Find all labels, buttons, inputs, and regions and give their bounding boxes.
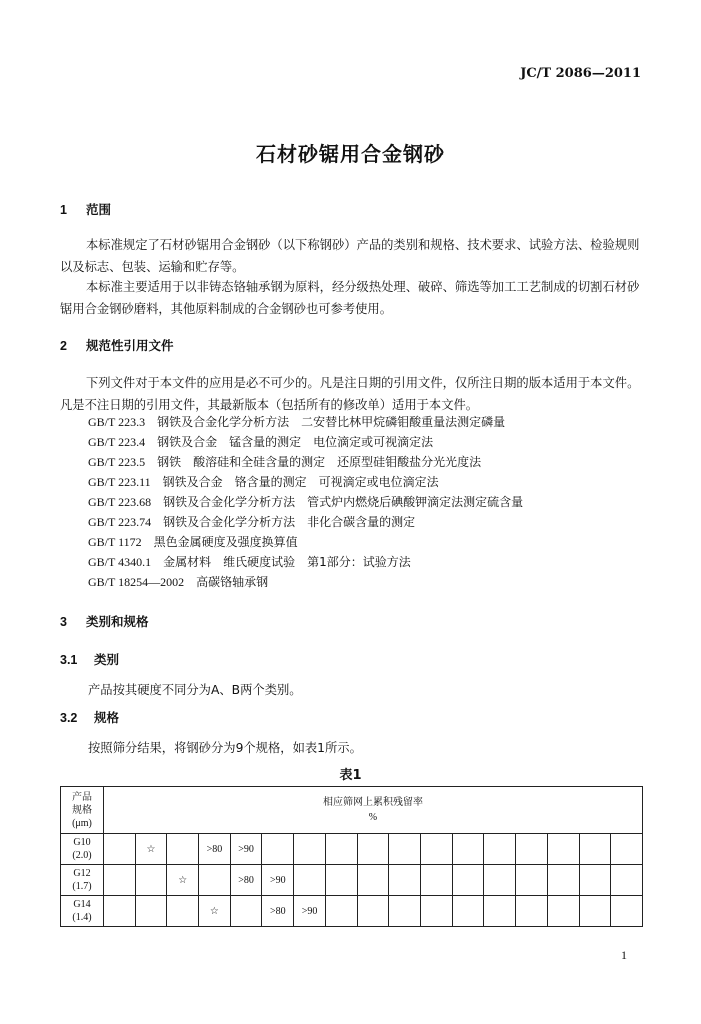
residue-cell: >80 (262, 896, 294, 927)
residue-cell (103, 865, 135, 896)
residue-cell (389, 834, 421, 865)
section-1-heading (60, 200, 111, 218)
reference-name: 高碳铬轴承钢 (196, 575, 269, 589)
document-title: 石材砂锯用合金钢砂 (256, 142, 445, 166)
reference-code: GB/T 223.68 (88, 495, 152, 509)
reference-name: 钢铁及合金化学分析方法 非化合碳含量的测定 (163, 515, 416, 529)
residue-cell (452, 896, 484, 927)
section-number: 1 (60, 203, 67, 217)
table-row (61, 865, 643, 896)
residue-cell (135, 865, 167, 896)
reference-code: GB/T 223.5 (88, 455, 146, 469)
section-number: 3 (60, 615, 67, 629)
residue-cell: >90 (262, 865, 294, 896)
residue-cell (103, 896, 135, 927)
residue-cell (579, 896, 611, 927)
residue-cell (452, 865, 484, 896)
reference-code: GB/T 223.4 (88, 435, 146, 449)
reference-code: GB/T 223.3 (88, 415, 146, 429)
table-header-row (61, 787, 643, 834)
residue-cell (452, 834, 484, 865)
table-row (61, 834, 643, 865)
residue-cell: ☆ (199, 896, 231, 927)
residue-cell (484, 865, 516, 896)
residue-cell (516, 834, 548, 865)
residue-cell: >90 (294, 896, 326, 927)
reference-name: 钢铁及合金化学分析方法 二安替比林甲烷磷钼酸重量法测定磷量 (157, 415, 506, 429)
residue-cell (199, 865, 231, 896)
spec-cell: G12 (1.7) (61, 865, 104, 896)
section-title: 类别和规格 (86, 614, 149, 629)
reference-code: GB/T 223.11 (88, 475, 151, 489)
residue-cell (103, 834, 135, 865)
reference-item (88, 532, 523, 552)
residue-cell (547, 834, 579, 865)
residue-cell (611, 834, 643, 865)
reference-item (88, 432, 523, 452)
residue-cell: ☆ (135, 834, 167, 865)
residue-cell (611, 896, 643, 927)
reference-code: GB/T 18254—2002 (88, 575, 185, 589)
reference-item (88, 492, 523, 512)
reference-item (88, 412, 523, 432)
spec-cell: G14 (1.4) (61, 896, 104, 927)
residue-cell (294, 865, 326, 896)
section-title: 规格 (94, 710, 120, 725)
reference-item (88, 452, 523, 472)
residue-cell (230, 896, 262, 927)
section-3-2-text: 按照筛分结果，将钢砂分为9个规格，如表1所示。 (88, 741, 362, 755)
table-title: 表1 (339, 768, 362, 783)
reference-item (88, 512, 523, 532)
residue-cell (325, 834, 357, 865)
section-3-heading (60, 612, 149, 630)
residue-cell (579, 834, 611, 865)
section-3-1-text: 产品按其硬度不同分为A、B两个类别。 (88, 683, 302, 697)
residue-cell (357, 834, 389, 865)
residue-cell (389, 896, 421, 927)
residue-cell (325, 865, 357, 896)
reference-name: 钢铁及合金 铬含量的测定 可视滴定或电位滴定法 (162, 475, 439, 489)
residue-cell (357, 865, 389, 896)
reference-item (88, 472, 523, 492)
residue-cell (547, 865, 579, 896)
section-1-paragraph-1: 本标准规定了石材砂锯用合金钢砂（以下称钢砂）产品的类别和规格、技术要求、试验方法、检验规则以及标志、包装、运输和贮存等。 (60, 238, 640, 274)
section-title: 范围 (86, 202, 112, 217)
residue-cell (484, 834, 516, 865)
section-2-paragraph-1: 下列文件对于本文件的应用是必不可少的。凡是注日期的引用文件，仅所注日期的版本适用于本文件。凡是不注日期的引用文件，其最新版本（包括所有的修改单）适用于本文件。 (60, 376, 640, 412)
header-residue-cell: 相应筛网上累积残留率 % (103, 787, 642, 834)
reference-code: GB/T 4340.1 (88, 555, 152, 569)
residue-cell (420, 896, 452, 927)
reference-list (88, 412, 523, 592)
section-2-heading (60, 336, 174, 354)
reference-item (88, 572, 523, 592)
section-3-1-heading (60, 650, 119, 668)
residue-cell (357, 896, 389, 927)
reference-name: 钢铁 酸溶硅和全硅含量的测定 还原型硅钼酸盐分光光度法 (157, 455, 482, 469)
section-3-2-heading (60, 708, 119, 726)
reference-name: 钢铁及合金化学分析方法 管式炉内燃烧后碘酸钾滴定法测定硫含量 (163, 495, 524, 509)
section-title: 规范性引用文件 (86, 338, 174, 353)
section-number: 3.1 (60, 653, 78, 667)
section-number: 2 (60, 339, 67, 353)
spec-cell: G10 (2.0) (61, 834, 104, 865)
residue-cell: >90 (230, 834, 262, 865)
residue-cell (262, 834, 294, 865)
section-1-paragraph-2: 本标准主要适用于以非铸态铬轴承钢为原料，经分级热处理、破碎、筛选等加工工艺制成的切割石材砂锯用合金钢砂磨料，其他原料制成的合金钢砂也可参考使用。 (60, 280, 640, 316)
residue-cell: >80 (230, 865, 262, 896)
section-title: 类别 (94, 652, 120, 667)
residue-cell (167, 896, 199, 927)
reference-code: GB/T 1172 (88, 535, 142, 549)
residue-cell (484, 896, 516, 927)
table-row (61, 896, 643, 927)
reference-name: 钢铁及合金 锰含量的测定 电位滴定或可视滴定法 (157, 435, 434, 449)
residue-cell: >80 (199, 834, 231, 865)
residue-cell (516, 896, 548, 927)
residue-cell (420, 834, 452, 865)
residue-cell (420, 865, 452, 896)
residue-cell (389, 865, 421, 896)
reference-name: 金属材料 维氏硬度试验 第1部分：试验方法 (163, 555, 411, 569)
residue-cell (516, 865, 548, 896)
residue-cell (294, 834, 326, 865)
residue-cell (167, 834, 199, 865)
standard-code: JC/T 2086—2011 (520, 66, 641, 81)
reference-code: GB/T 223.74 (88, 515, 152, 529)
section-number: 3.2 (60, 711, 78, 725)
reference-name: 黑色金属硬度及强度换算值 (153, 535, 298, 549)
header-spec-cell: 产品 规格 (μm) (61, 787, 104, 834)
page-number: 1 (621, 948, 627, 962)
specification-table (60, 786, 643, 927)
residue-cell (135, 896, 167, 927)
reference-item (88, 552, 523, 572)
residue-cell (579, 865, 611, 896)
residue-cell: ☆ (167, 865, 199, 896)
residue-cell (547, 896, 579, 927)
residue-cell (325, 896, 357, 927)
residue-cell (611, 865, 643, 896)
